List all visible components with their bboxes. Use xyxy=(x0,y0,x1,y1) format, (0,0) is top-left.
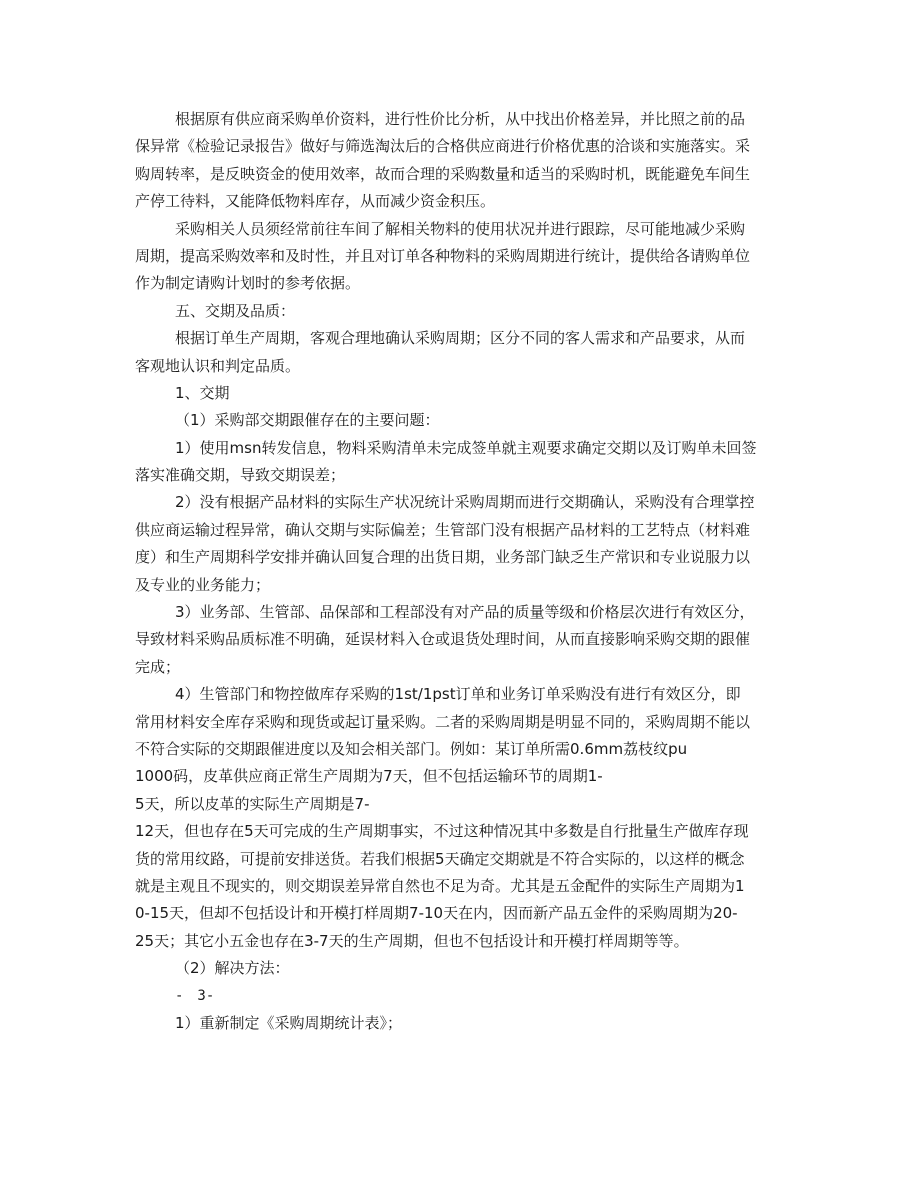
text-line: 根据原有供应商采购单价资料，进行性价比分析，从中找出价格差异，并比照之前的品 xyxy=(175,110,746,128)
problem-item-3 xyxy=(135,599,795,681)
text-line: 购周转率，是反映资金的使用效率，故而合理的采购数量和适当的采购时机，既能避免车间生 xyxy=(135,164,751,183)
paragraph-2 xyxy=(135,216,795,298)
section-heading-delivery-quality xyxy=(135,298,795,325)
text-line: 供应商运输过程异常，确认交期与实际偏差；生管部门没有根据产品材料的工艺特点（材料难 xyxy=(135,520,751,539)
text-line: 采购相关人员须经常前往车间了解相关物料的使用状况并进行跟踪，尽可能地减少采购 xyxy=(175,219,746,238)
text-line: 3）业务部、生管部、品保部和工程部没有对产品的质量等级和价格层次进行有效区分， xyxy=(175,603,755,622)
text-line: 1、交期 xyxy=(175,383,230,402)
text-line: 作为制定请购计划时的参考依据。 xyxy=(135,274,361,293)
text-line: 及专业的业务能力； xyxy=(135,575,271,594)
text-line: 1）使用msn转发信息，物料采购清单未完成签单就主观要求确定交期以及订购单未回签 xyxy=(175,438,757,457)
text-line: 货的常用纹路，可提前安排送货。若我们根据5天确定交期就是不符合实际的，以这样的概念 xyxy=(135,849,745,868)
text-line: 保异常《检验记录报告》做好与筛选淘汰后的合格供应商进行价格优惠的洽谈和实施落实。采 xyxy=(135,137,751,156)
problem-item-2 xyxy=(135,489,795,599)
problem-item-1 xyxy=(135,435,795,490)
text-line: 1）重新制定《采购周期统计表》； xyxy=(175,1013,403,1032)
text-line: 25天；其它小五金也存在3-7天的生产周期，但也不包括设计和开模打样周期等等。 xyxy=(135,931,689,950)
page-number xyxy=(135,983,795,1010)
text-line: 5天，所以皮革的实际生产周期是7- xyxy=(135,794,370,813)
text-line: 4）生管部门和物控做库存采购的1st/1pst订单和业务订单采购没有进行有效区分，即 xyxy=(175,685,741,704)
text-line: 常用材料安全库存采购和现货或起订量采购。二者的采购周期是明显不同的，采购周期不能以 xyxy=(135,712,751,731)
text-line: 完成； xyxy=(135,657,181,676)
text-line: 导致材料采购品质标准不明确，延误材料入仓或退货处理时间，从而直接影响采购交期的跟催 xyxy=(135,630,751,649)
text-line: 周期，提高采购效率和及时性，并且对订单各种物料的采购周期进行统计，提供给各请购单位 xyxy=(135,246,751,265)
paragraph-3 xyxy=(135,325,795,380)
text-line: 度）和生产周期科学安排并确认回复合理的出货日期，业务部门缺乏生产常识和专业说服力以 xyxy=(135,548,751,567)
paragraph-1 xyxy=(135,106,795,216)
text-line: 落实准确交期，导致交期误差； xyxy=(135,466,346,485)
text-line: 1000码，皮革供应商正常生产周期为7天，但不包括运输环节的周期1- xyxy=(135,767,603,786)
document-body xyxy=(135,106,795,1037)
page-number-text: - 3- xyxy=(175,987,215,1004)
text-line: 就是主观且不现实的，则交期误差异常自然也不足为奇。尤其是五金配件的实际生产周期为1 xyxy=(135,876,745,895)
text-line: 不符合实际的交期跟催进度以及知会相关部门。例如：某订单所需0.6mm荔枝纹pu xyxy=(135,739,688,758)
text-line: 2）没有根据产品材料的实际生产状况统计采购周期而进行交期确认，采购没有合理掌控 xyxy=(175,493,755,512)
text-line: 根据订单生产周期，客观合理地确认采购周期；区分不同的客人需求和产品要求，从而 xyxy=(175,329,746,348)
text-line: 12天，但也存在5天可完成的生产周期事实，不过这种情况其中多数是自行批量生产做库存现 xyxy=(135,822,749,841)
solution-item-1 xyxy=(135,1010,795,1037)
problem-item-4 xyxy=(135,681,795,955)
subheading-delivery xyxy=(135,380,795,407)
text-line: 客观地认识和判定品质。 xyxy=(135,356,301,375)
text-line: （2）解决方法： xyxy=(175,959,290,978)
subheading-solutions xyxy=(135,955,795,982)
text-line: （1）采购部交期跟催存在的主要问题： xyxy=(175,411,440,430)
text-line: 五、交期及品质： xyxy=(175,301,296,320)
text-line: 0-15天，但却不包括设计和开模打样周期7-10天在内，因而新产品五金件的采购周期为20- xyxy=(135,904,738,923)
text-line: 产停工待料，又能降低物料库存，从而减少资金积压。 xyxy=(135,192,496,211)
subheading-problems xyxy=(135,407,795,434)
